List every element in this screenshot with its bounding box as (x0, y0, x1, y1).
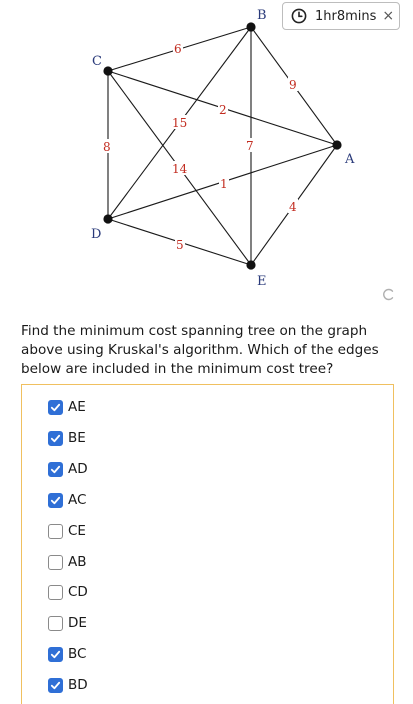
weight-ea: 4 (289, 200, 297, 214)
option-bd[interactable] (48, 677, 88, 693)
weight-ce: 14 (172, 162, 188, 176)
vertex-label-e: E (257, 274, 267, 289)
option-label: AB (68, 554, 87, 570)
option-label: CE (68, 523, 86, 539)
option-label: AD (68, 461, 88, 477)
checkbox-unchecked[interactable] (48, 524, 63, 539)
option-label: AE (68, 399, 86, 415)
option-label: CD (68, 584, 88, 600)
weight-ca: 2 (219, 103, 227, 117)
weight-cd: 8 (103, 140, 111, 154)
timer-text: 1hr8mins (315, 8, 377, 24)
edge-weight-labels (102, 41, 298, 252)
weight-da: 1 (220, 177, 228, 191)
vertex-a (332, 140, 341, 149)
option-label: AC (68, 492, 87, 508)
vertex-label-c: C (92, 54, 102, 69)
option-ce[interactable] (48, 523, 86, 539)
option-label: BE (68, 430, 86, 446)
checkbox-checked[interactable] (48, 493, 63, 508)
vertex-e (246, 260, 255, 269)
vertex-label-a: A (345, 152, 355, 167)
vertex-c (103, 66, 112, 75)
option-ab[interactable] (48, 554, 87, 570)
vertex-label-d: D (91, 227, 102, 242)
checkbox-checked[interactable] (48, 431, 63, 446)
checkbox-unchecked[interactable] (48, 585, 63, 600)
option-label: BD (68, 677, 88, 693)
refresh-icon[interactable] (382, 286, 395, 305)
weight-de: 5 (176, 238, 184, 252)
weight-be: 7 (246, 139, 254, 153)
option-label: DE (68, 615, 87, 631)
option-ac[interactable] (48, 492, 86, 508)
checkbox-unchecked[interactable] (48, 555, 63, 570)
option-ae[interactable] (48, 399, 86, 415)
vertex-d (103, 214, 112, 223)
option-de[interactable] (48, 615, 87, 631)
weight-cb: 6 (174, 42, 182, 56)
weight-ba: 9 (289, 78, 297, 92)
weight-bd: 15 (172, 116, 188, 130)
question-text: Find the minimum cost spanning tree on the graph above using Kruskal's algorithm. Which of the edges below are included in the minimum cost tree? (21, 323, 379, 377)
option-bc[interactable] (48, 646, 86, 662)
option-be[interactable] (48, 430, 86, 446)
option-cd[interactable] (48, 584, 88, 600)
vertex-b (246, 22, 255, 31)
vertex-label-b: B (257, 8, 267, 23)
checkbox-unchecked[interactable] (48, 616, 63, 631)
option-label: BC (68, 646, 87, 662)
checkbox-checked[interactable] (48, 678, 63, 693)
close-icon[interactable]: × (382, 8, 395, 24)
checkbox-checked[interactable] (48, 462, 63, 477)
option-ad[interactable] (48, 461, 88, 477)
answer-options (21, 384, 394, 704)
checkbox-checked[interactable] (48, 400, 63, 415)
checkbox-checked[interactable] (48, 647, 63, 662)
graph-diagram (0, 0, 413, 300)
